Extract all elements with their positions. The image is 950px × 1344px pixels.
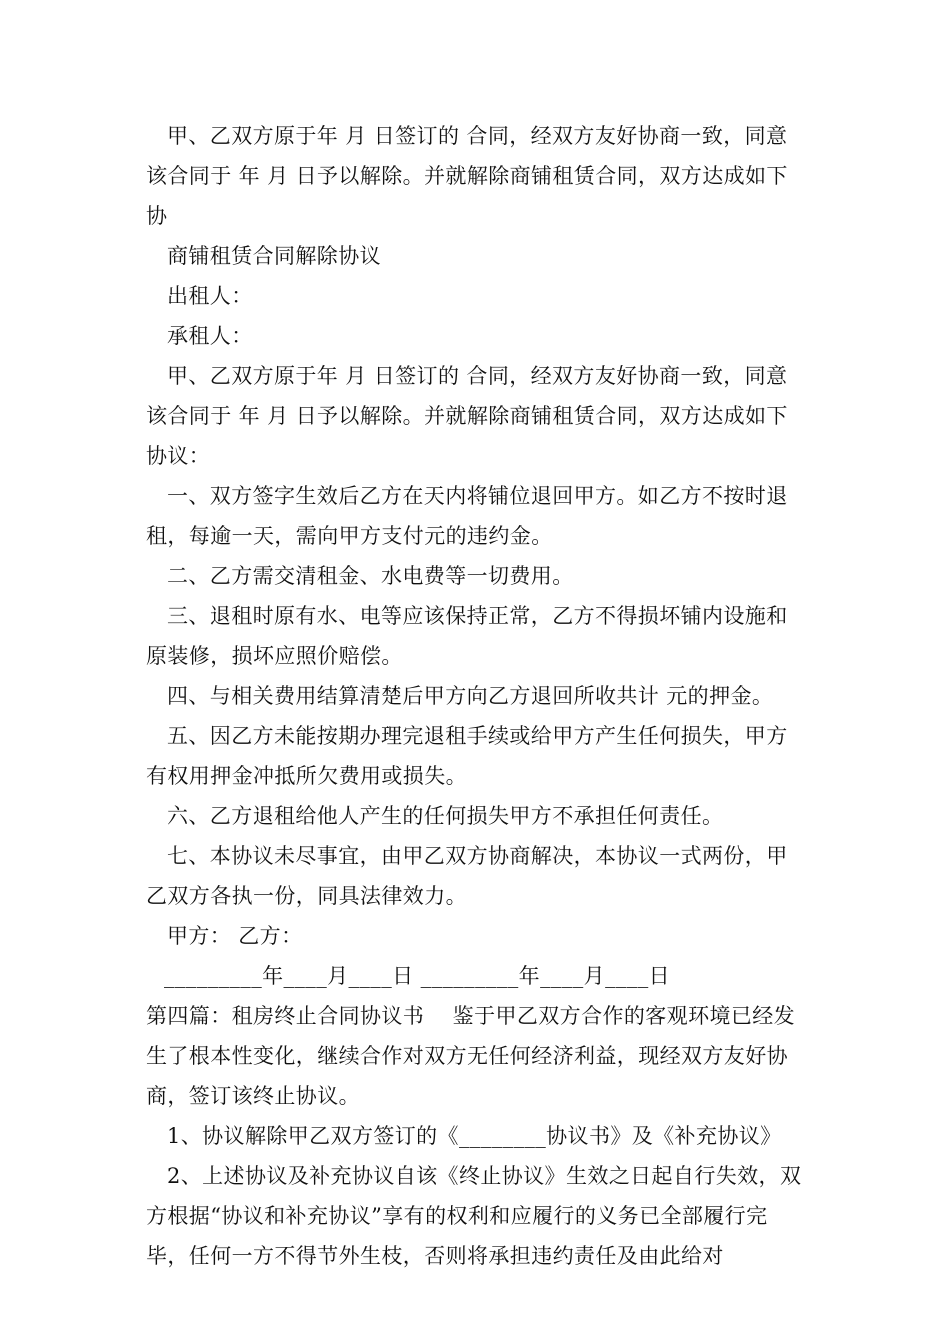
clause-6: 六、乙方退租给他人产生的任何损失甲方不承担任何责任。	[167, 804, 724, 828]
paragraph-title: 商铺租赁合同解除协议	[167, 244, 381, 268]
clause-7: 七、本协议未尽事宜，由甲乙双方协商解决，本协议一式两份，甲乙双方各执一份，同具法律效力。	[146, 844, 788, 908]
signature-dates: _________年____月____日 _________年____月____日	[164, 964, 671, 988]
termination-item-2: 2、上述协议及补充协议自该《终止协议》生效之日起自行失效，双方根据“协议和补充协议”享有的权利和应履行的义务已全部履行完毕，任何一方不得节外生枝，否则将承担违约责任及由此给对	[146, 1164, 802, 1268]
clause-4: 四、与相关费用结算清楚后甲方向乙方退回所收共计 元的押金。	[167, 684, 774, 708]
paragraph-agreement-intro: 甲、乙双方原于年 月 日签订的 合同，经双方友好协商一致，同意该合同于 年 月 日予以解除。并就解除商铺租赁合同，双方达成如下协议：	[146, 364, 788, 468]
signature-parties: 甲方： 乙方：	[167, 924, 303, 948]
clause-1: 一、双方签字生效后乙方在天内将铺位退回甲方。如乙方不按时退租，每逾一天，需向甲方支付元的违约金。	[146, 484, 788, 548]
paragraph-lessee: 承租人：	[167, 324, 253, 348]
section-four-intro: 第四篇：租房终止合同协议书 鉴于甲乙双方合作的客观环境已经发生了根本性变化，继续合作对双方无任何经济利益，现经双方友好协商，签订该终止协议。	[146, 1004, 796, 1108]
document-body	[146, 116, 808, 1276]
termination-item-1: 1、协议解除甲乙双方签订的《________协议书》及《补充协议》	[167, 1124, 782, 1148]
clause-3: 三、退租时原有水、电等应该保持正常，乙方不得损坏铺内设施和原装修，损坏应照价赔偿。	[146, 604, 788, 668]
paragraph-intro: 甲、乙双方原于年 月 日签订的 合同，经双方友好协商一致，同意该合同于 年 月 日予以解除。并就解除商铺租赁合同，双方达成如下协	[146, 124, 788, 228]
paragraph-lessor: 出租人：	[167, 284, 253, 308]
clause-5: 五、因乙方未能按期办理完退租手续或给甲方产生任何损失，甲方有权用押金冲抵所欠费用或损失。	[146, 724, 788, 788]
clause-2: 二、乙方需交清租金、水电费等一切费用。	[167, 564, 574, 588]
